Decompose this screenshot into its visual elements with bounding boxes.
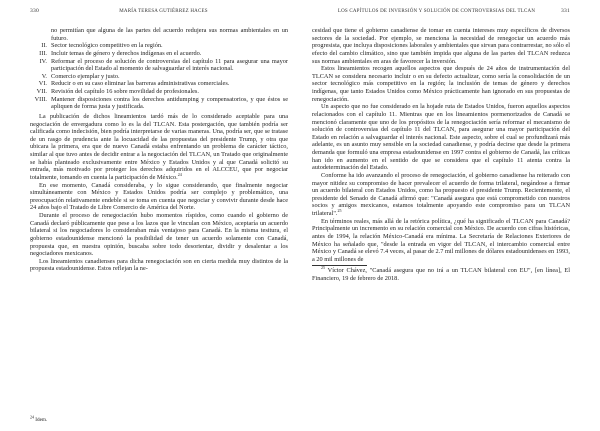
body-paragraph: En ese momento, Canadá consideraba, y lo sigue considerando, que finalmente negociar simultáneamente con México y Estados Unidos podría ser complejo y problemático, una preocupación relativamente endeble si se toma en cuenta que negociar y convivir durante desde hace 24 años bajo el Tratado de Libre Comercio de América del Norte. [30,181,288,212]
body-paragraph: En términos reales, más allá de la retórica política, ¿qué ha significado el TLCAN para Canadá? Principalmente un incremento en su relación comercial con México. De acuerdo con cifras históricas, antes de 1994, la relación México-Canadá era mínima. La Secretaría de Relaciones Exteriores de México ha señalado que, "desde la entrada en vigor del TLCAN, el intercambio comercial entre México y Canadá se elevó 7.4 veces, al pasar de 2.7 mil millones de dólares estadounidenses en 1993, a 20 mil millones de [312,217,570,263]
right-page-body [312,27,570,283]
list-numeral: VI. [38,80,47,88]
footnote-marker: 24 [177,171,182,177]
list-item-text: Mantener disposiciones contra los derechos antidumping y compensatorios, y que éstos se apliquen de forma justa y justificada. [51,95,288,111]
left-page-footnote [30,414,48,423]
list-item [30,88,288,96]
list-item-continuation: no permitían que alguna de las partes del acuerdo redujera sus normas ambientales en un futuro. [51,27,288,42]
footnote-number: 25 [321,265,325,271]
running-head: LOS CAPÍTULOS DE INVERSIÓN Y SOLUCIÓN DE CONTROVERSIAS DEL TLCAN [337,9,536,14]
body-paragraph [312,172,570,218]
list-numeral: III. [39,49,47,57]
list-numeral: IV. [39,57,47,65]
list-item-text: Comercio ejemplar y justo. [51,72,120,80]
list-item [30,96,288,111]
list-item [30,50,288,58]
body-paragraph: Un aspecto que no fue considerado en la hojade ruta de Estados Unidos, fueron aquellos aspectos relacionados con el capítulo 11. Mientras que en los lineamientos pormenorizados de Canadá se mencionó claramente que uno de los propósitos de la renegociación sería reformar el mecanismo de solución de controversias del capítulo 11 del TLCAN, para asegurar una mayor participación del Estado en relación a salvaguardar el interés nacional. Este aspecto, sobre el cual se profundizará más adelante, es un asunto muy sensible en la sociedad canadiense, y podría decirse que desde la primera demanda que formuló una empresa estadounidense en 1997 contra el gobierno de Canadá, las críticas han ido en aumento en el sentido de que se considera que el capítulo 11 atenta contra la autodeterminación del Estado. [312,103,570,172]
guidelines-list [30,42,288,111]
body-paragraph [30,113,288,182]
list-item-text: Incluir temas de género y derechos indígenas en el acuerdo. [51,49,202,57]
list-item [30,58,288,73]
right-page-header [312,8,570,18]
footnote-text: Víctor Chávez, "Canadá asegura que no irá a un TLCAN bilateral con EU", [en línea], El Financiero, 19 de febrero de 2018. [312,267,571,282]
footnote-number: 24 [30,414,34,420]
list-item [30,73,288,81]
paragraph-text: La publicación de dichos lineamientos tardó más de lo considerado aceptable para una negociación de envergadura como lo es la del TLCAN. Esta postergación, que también podría ser calificada como indecisión, bien podría interpretarse de varias maneras. Una, podría ser, que se tratase de un rasgo de prudencia ante la locuacidad de las propuestas del presidente Trump, y otra que ubicara la primera, era que de nuevo Canadá estaba enfrentando un problema de carácter táctico, similar al que tuvo antes de decidir entrar a la negociación del TLCAN, un Tratado que originalmente se había planteado exclusivamente entre México y Estados Unidos y al que Canadá solicitó su entrada, más motivado por proteger los derechos adquiridos en el ALCCEU, que por negociar totalmente, tomando en cuenta la participación de México. [30,112,288,181]
left-page-header [30,8,288,18]
list-item-text: Reducir o en su caso eliminar las barreras administrativas comerciales. [51,80,230,88]
footnote-text: Idem. [35,417,48,423]
list-item-text: Sector tecnológico competitivo en la región. [51,42,163,50]
list-numeral: VII. [36,88,47,95]
right-page [300,0,600,431]
list-numeral: V. [41,72,47,80]
list-numeral: II. [41,42,47,50]
page-number: 331 [561,8,570,14]
list-item [30,80,288,88]
left-page-body [30,27,288,273]
paragraph-text: Conforme ha ido avanzando el proceso de renegociación, el gobierno canadiense ha reiterado con mayor nitidez su compromiso de hacer prevalecer el acuerdo de forma trilateral, negándose a firmar un acuerdo bilateral con Estados Unidos, como ha propuesto el presidente Trump. Recientemente, el presidente del Senado de Canadá afirmó que: "Canadá asegura que está comprometido con nuestros socios y amigos mexicanos, estamos totalmente apoyando este compromiso para un TLCAN trilateral". [312,171,570,217]
list-item [30,42,288,50]
list-item-text: Reformar el proceso de solución de controversias del capítulo 11 para asegurar una mayor participación del Estado al momento de salvaguardar el interés nacional. [51,57,288,73]
body-paragraph: cesidad que tiene el gobierno canadiense de tomar en cuenta intereses muy específicos de diversos sectores de la sociedad. Por ejemplo, se menciona la necesidad de renegociar un acuerdo más progresista, que incluya disposiciones laborales y ambientales que sirvan para contrarrestar, no sólo el efecto del cambio climático, sino que también impida que alguna de las partes del TLCAN reduzca sus normas ambientales en aras de favorecer la inversión. [312,27,570,65]
body-paragraph: Estos lineamientos recogen aquellos aspectos que después de 24 años de instrumentación del TLCAN se considera necesario incluir o en su defecto actualizar, como sería la consolidación de un sector tecnológico más competitivo en la región; la inclusión de temas de género y derechos indígenas, que tanto Estados Unidos como México prácticamente han ignorado en sus propuestas de renegociación. [312,65,570,103]
footnote [312,267,570,282]
page-number: 330 [30,8,39,14]
body-paragraph: Los lineamientos canadienses para dicha renegociación son en cierta medida muy distintos de la propuesta estadounidense. Estos reflejan la ne- [30,257,288,273]
footnote-marker: 25 [337,207,342,213]
body-paragraph: Durante el proceso de renegociación hubo momentos ríspidos, como cuando el gobierno de Canadá declaró públicamente que pese a los lazos que le vinculan con México, aceptaría un acuerdo bilateral si los negociadores lo consideraban más ventajoso para Canadá. En la misma tesitura, el gobierno estadounidense mencionó la posibilidad de tener un acuerdo solamente con Canadá, propuesta que, en nuestra opinión, buscaba sobre todo desorientar, dividir y desalentar a los negociadores mexicanos. [30,212,288,258]
right-page-footnote [312,265,570,282]
list-numeral: VIII. [34,95,47,103]
list-item-text: Revisión del capítulo 16 sobre movilidad de profesionales. [51,88,199,95]
running-head: MARÍA TERESA GUTIÉRREZ HACES [119,9,208,14]
